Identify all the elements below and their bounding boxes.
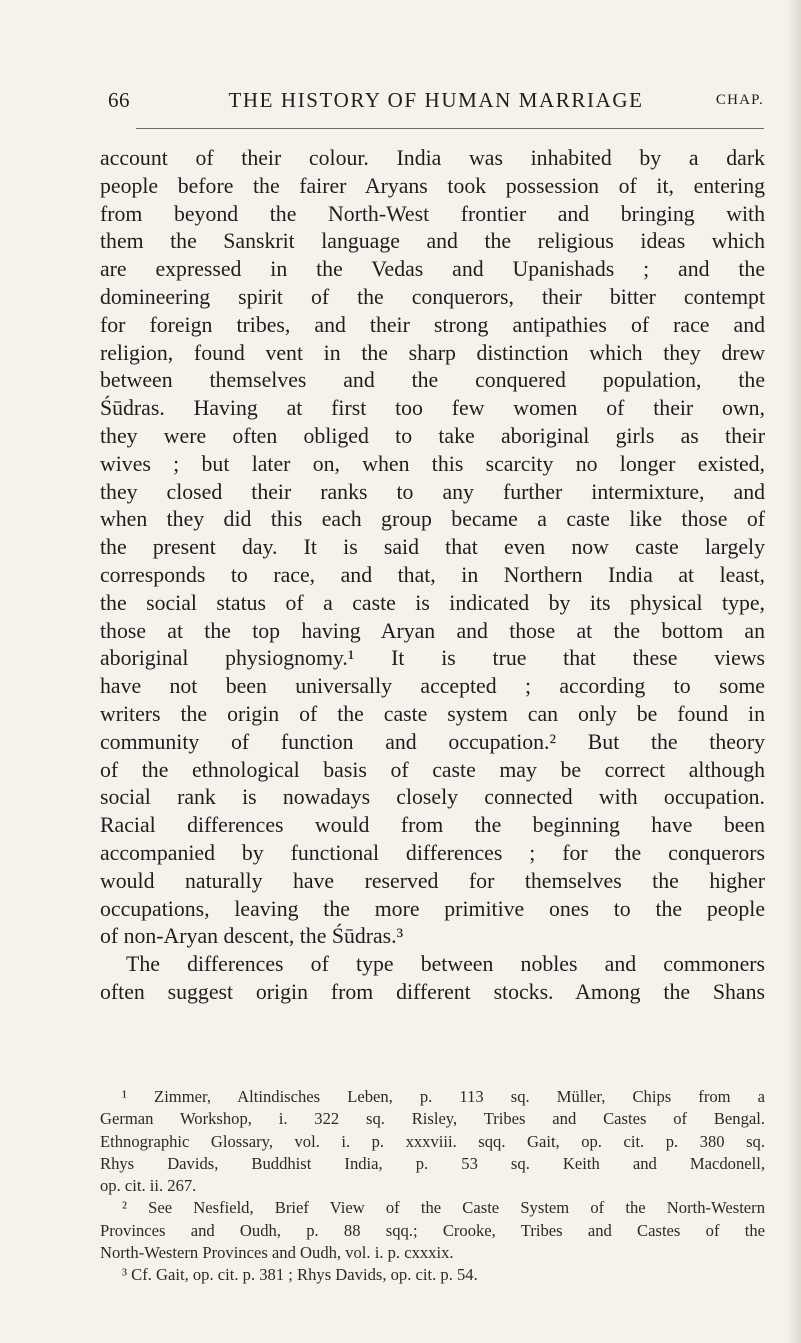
- body-line: The differences of type between nobles and commoners: [126, 952, 765, 977]
- page-edge-shadow: [787, 0, 801, 1343]
- body-line: for foreign tribes, and their strong antipathies of race and: [100, 312, 765, 337]
- footnote-line: Ethnographic Glossary, vol. i. p. xxxviii. sqq. Gait, op. cit. p. 380 sq.: [100, 1131, 765, 1151]
- footnote-line: Rhys Davids, Buddhist India, p. 53 sq. Keith and Macdonell,: [100, 1153, 765, 1173]
- body-line: social rank is nowadays closely connected with occupation.: [100, 785, 765, 810]
- body-line: between themselves and the conquered population, the: [100, 368, 765, 393]
- body-line: they closed their ranks to any further intermixture, and: [100, 479, 765, 504]
- page-header: [108, 88, 764, 118]
- footnote-line: ² See Nesfield, Brief View of the Caste System of the North-Western: [122, 1198, 765, 1218]
- body-line: of the ethnological basis of caste may be correct although: [100, 757, 765, 782]
- body-line: accompanied by functional differences ; for the conquerors: [100, 840, 765, 865]
- footnotes: [100, 1086, 765, 1287]
- body-line: the present day. It is said that even now caste largely: [100, 535, 765, 560]
- body-line: Śūdras. Having at first too few women of their own,: [100, 396, 765, 421]
- footnote-line: German Workshop, i. 322 sq. Risley, Tribes and Castes of Bengal.: [100, 1109, 765, 1129]
- running-title: THE HISTORY OF HUMAN MARRIAGE: [228, 88, 644, 112]
- body-line: those at the top having Aryan and those at the bottom an: [100, 618, 765, 643]
- body-line: when they did this each group became a caste like those of: [100, 507, 765, 532]
- body-line: aboriginal physiognomy.¹ It is true that these views: [100, 646, 765, 671]
- body-line: the social status of a caste is indicated by its physical type,: [100, 590, 765, 615]
- body-line: from beyond the North-West frontier and bringing with: [100, 201, 765, 226]
- body-text: [100, 145, 765, 1007]
- body-line: corresponds to race, and that, in Northern India at least,: [100, 562, 765, 587]
- body-line: Racial differences would from the beginning have been: [100, 813, 765, 838]
- body-line: account of their colour. India was inhabited by a dark: [100, 146, 765, 170]
- body-line: of non-Aryan descent, the Śūdras.³: [100, 924, 404, 949]
- body-line: they were often obliged to take aboriginal girls as their: [100, 423, 765, 448]
- footnote-line: ¹ Zimmer, Altindisches Leben, p. 113 sq. Müller, Chips from a: [122, 1087, 765, 1106]
- body-line: religion, found vent in the sharp distinction which they drew: [100, 340, 765, 365]
- body-line: domineering spirit of the conquerors, their bitter contempt: [100, 284, 765, 309]
- page-number: 66: [108, 88, 130, 112]
- body-line: have not been universally accepted ; according to some: [100, 674, 765, 699]
- footnote-line: Provinces and Oudh, p. 88 sqq.; Crooke, Tribes and Castes of the: [100, 1220, 765, 1240]
- body-line: them the Sanskrit language and the religious ideas which: [100, 229, 765, 254]
- body-line: writers the origin of the caste system can only be found in: [100, 701, 765, 726]
- body-line: community of function and occupation.² But the theory: [100, 729, 765, 754]
- chapter-label: CHAP.: [715, 92, 764, 108]
- body-line: often suggest origin from different stocks. Among the Shans: [100, 979, 765, 1004]
- body-line: wives ; but later on, when this scarcity no longer existed,: [100, 451, 765, 476]
- footnote-line: ³ Cf. Gait, op. cit. p. 381 ; Rhys Davids, op. cit. p. 54.: [122, 1265, 478, 1285]
- header-rule: [136, 128, 764, 129]
- footnote-line: North-Western Provinces and Oudh, vol. i. p. cxxxix.: [100, 1243, 454, 1263]
- body-line: would naturally have reserved for themselves the higher: [100, 868, 765, 893]
- body-line: are expressed in the Vedas and Upanishads ; and the: [100, 257, 765, 282]
- footnote-line: op. cit. ii. 267.: [100, 1176, 197, 1196]
- body-line: people before the fairer Aryans took possession of it, entering: [100, 173, 765, 198]
- body-line: occupations, leaving the more primitive ones to the people: [100, 896, 765, 921]
